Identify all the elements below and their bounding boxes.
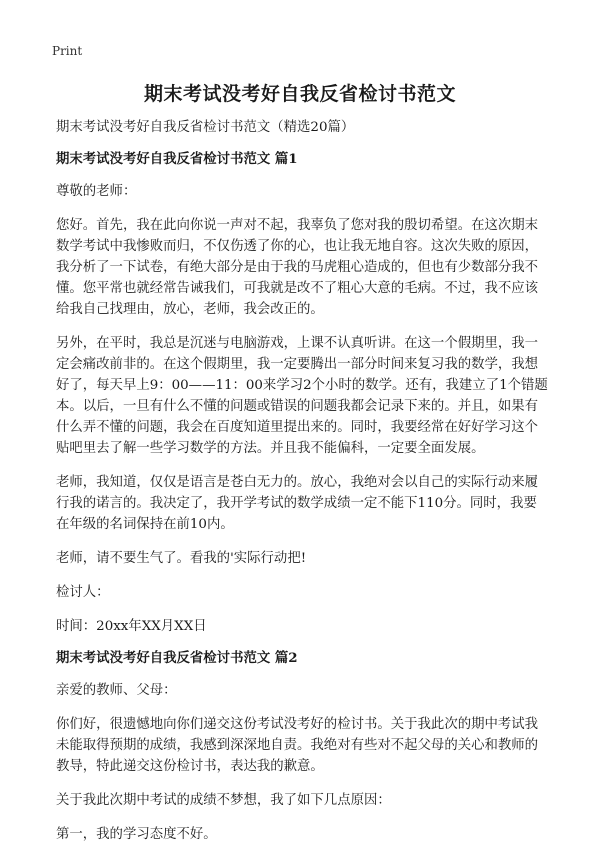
- paragraph-line: 在年级的名词保持在前10内。: [56, 517, 234, 532]
- article-1-paragraph-1: [56, 215, 554, 320]
- paragraph-line: 我分析了一下试卷，有绝大部分是由于我的马虎粗心造成的，但也有少数部分我不: [56, 260, 539, 275]
- paragraph-line: 好了，每天早上9：00——11：00来学习2个小时的数学。还有，我建立了1个错题: [56, 378, 548, 393]
- article-1-paragraph-4: 老师，请不要生气了。看我的'实际行动把!: [56, 551, 307, 566]
- print-label[interactable]: Print: [52, 44, 83, 58]
- paragraph-line: 您好。首先，我在此向你说一声对不起，我辜负了您对我的殷切希望。在这次期末: [56, 218, 539, 233]
- article-2-heading: 期末考试没考好自我反省检讨书范文 篇2: [56, 650, 298, 666]
- paragraph-line: 本。以后，一旦有什么不懂的问题或错误的问题我都会记录下来的。并且，如果有: [56, 399, 539, 414]
- article-1-greeting: 尊敬的老师：: [56, 184, 137, 199]
- paragraph-line: 贴吧里去了解一些学习数学的方法。并且我不能偏科，一定要全面发展。: [56, 441, 485, 456]
- article-1-signer: 检讨人：: [56, 585, 110, 600]
- paragraph-line: 教导，特此递交这份检讨书，表达我的歉意。: [56, 759, 324, 774]
- article-2-greeting: 亲爱的教师、父母：: [56, 683, 177, 698]
- paragraph-line: 未能取得预期的成绩，我感到深深地自责。我绝对有些对不起父母的关心和教师的: [56, 738, 539, 753]
- paragraph-line: 懂。您平常也就经常告诫我们，可我就是改不了粗心大意的毛病。不过，我不应该: [56, 281, 539, 296]
- article-2-paragraph-1: [56, 714, 554, 777]
- document-title: 期末考试没考好自我反省检讨书范文: [143, 83, 456, 105]
- paragraph-line: 定会痛改前非的。在这个假期里，我一定要腾出一部分时间来复习我的数学，我想: [56, 357, 539, 372]
- paragraph-line: 给我自己找理由，放心，老师，我会改正的。: [56, 302, 324, 317]
- paragraph-line: 数学考试中我惨败而归，不仅伤透了你的心，也让我无地自容。这次失败的原因，: [56, 239, 539, 254]
- paragraph-line: 你们好，很遗憾地向你们递交这份考试没考好的检讨书。关于我此次的期中考试我: [56, 717, 539, 732]
- article-2-paragraph-2: 关于我此次期中考试的成绩不梦想，我了如下几点原因：: [56, 793, 391, 808]
- paragraph-line: 另外，在平时，我总是沉迷与电脑游戏，上课不认真听讲。在这一个假期里，我一: [56, 336, 539, 351]
- article-1-paragraph-3: [56, 472, 554, 535]
- document-body: [56, 117, 554, 845]
- article-1-heading: 期末考试没考好自我反省检讨书范文 篇1: [56, 151, 298, 167]
- paragraph-line: 行我的诺言的。我决定了，我开学考试的数学成绩一定不能下110分。同时，我要: [56, 496, 537, 511]
- article-2-paragraph-3: 第一，我的学习态度不好。: [56, 827, 217, 842]
- article-1-date: 时间：20xx年XX月XX日: [56, 619, 207, 634]
- document-subtitle: 期末考试没考好自我反省检讨书范文（精选20篇）: [56, 120, 355, 135]
- paragraph-line: 老师，我知道，仅仅是语言是苍白无力的。放心，我绝对会以自己的实际行动来履: [56, 475, 539, 490]
- article-1-paragraph-2: [56, 333, 554, 459]
- paragraph-line: 什么弄不懂的问题，我会在百度知道里提出来的。同时，我要经常在好好学习这个: [56, 420, 539, 435]
